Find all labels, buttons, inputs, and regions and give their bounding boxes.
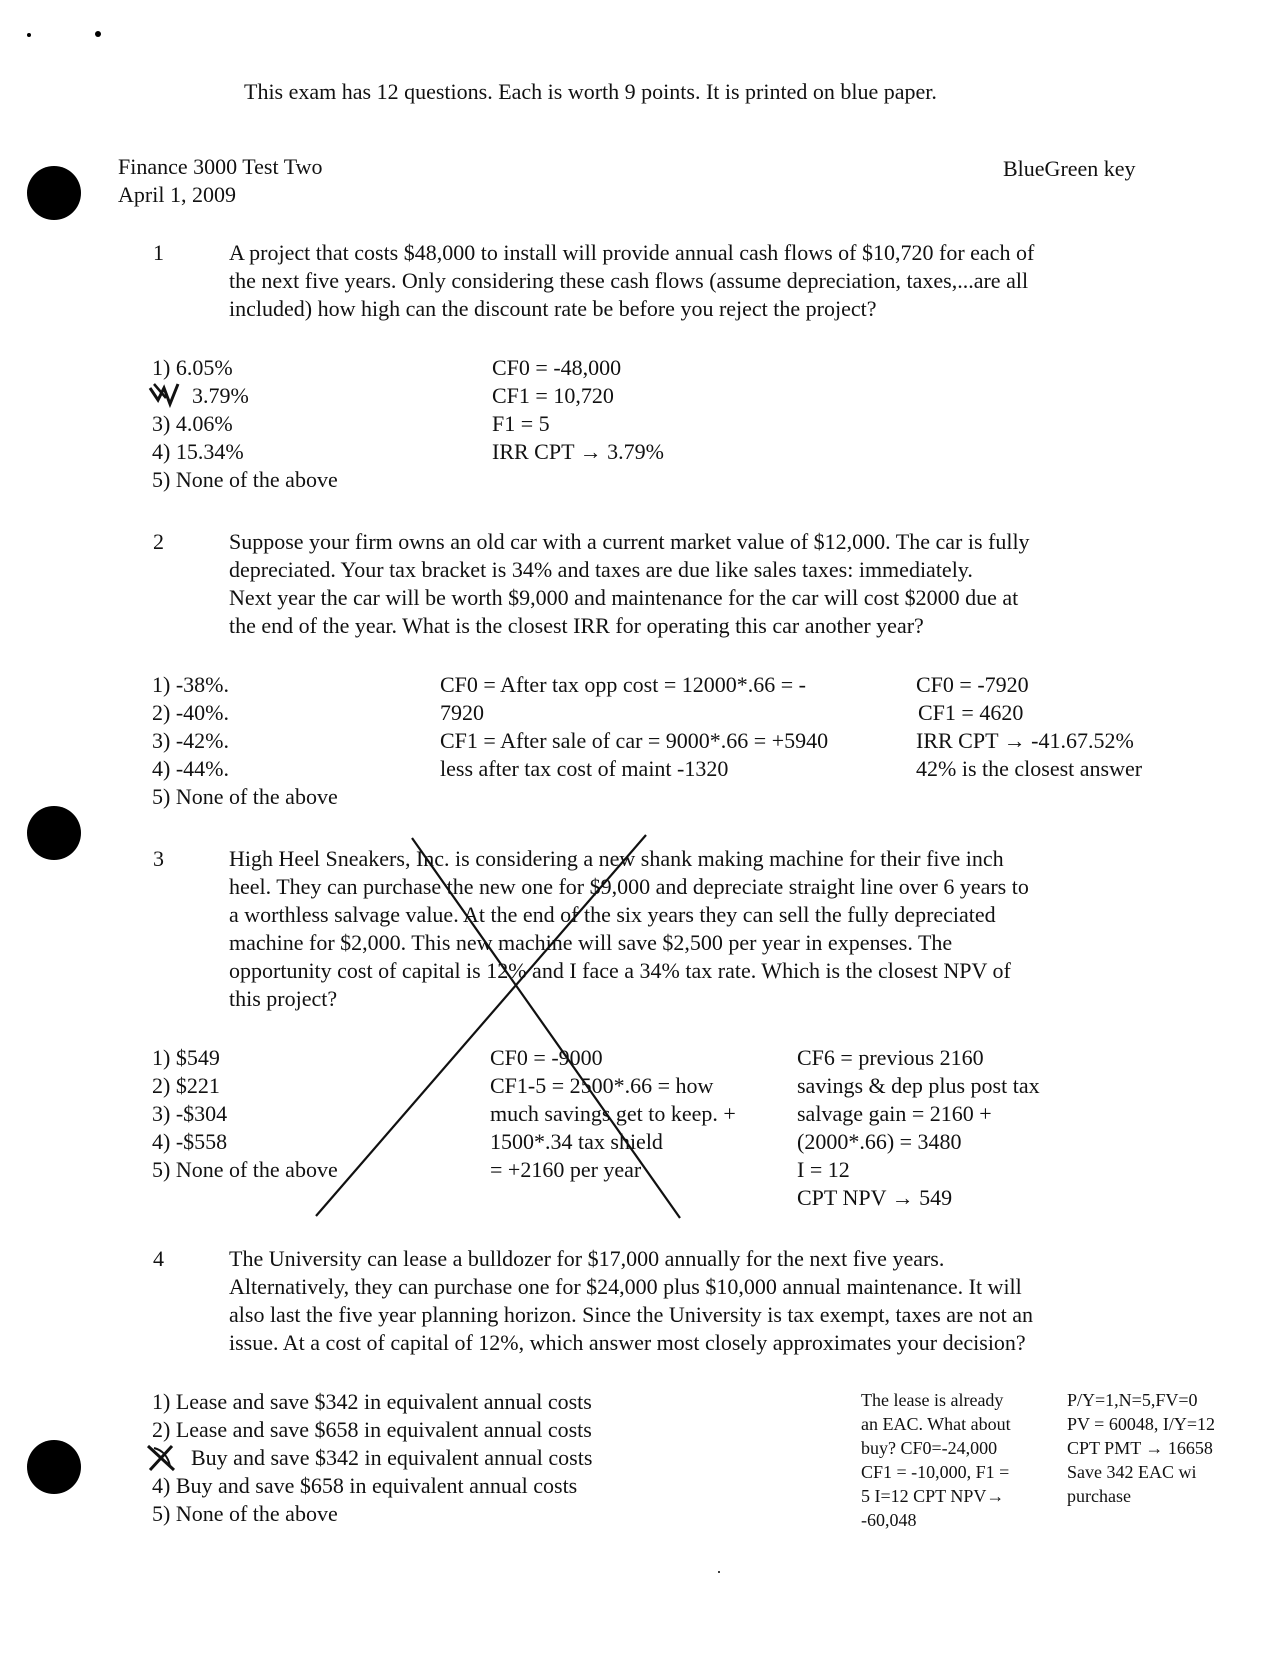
answer-choice-label: Buy and save $342 in equivalent annual costs xyxy=(191,1445,593,1470)
question-line: issue. At a cost of capital of 12%, which answer most closely approximates your decision? xyxy=(229,1330,1026,1355)
work-line: Save 342 EAC wi xyxy=(1067,1462,1197,1482)
work-line: an EAC. What about xyxy=(861,1414,1011,1434)
question-line: the next five years. Only considering these cash flows (assume depreciation, taxes,...are all xyxy=(229,268,1029,293)
x-mark-icon xyxy=(144,1442,180,1481)
answer-choice: 4) Buy and save $658 in equivalent annual costs xyxy=(152,1473,578,1498)
answer-choice: 3) -42%. xyxy=(152,728,229,753)
work-line: 1500*.34 tax shield xyxy=(490,1129,663,1154)
answer-choice: 1) -38%. xyxy=(152,672,229,697)
answer-choice: 2) $221 xyxy=(152,1073,220,1098)
answer-choice: 1) $549 xyxy=(152,1045,220,1070)
work-line: (2000*.66) = 3480 xyxy=(797,1129,962,1154)
answer-choice: 5) None of the above xyxy=(152,1501,338,1526)
work-line: 7920 xyxy=(440,700,484,725)
question-line: The University can lease a bulldozer for $17,000 annually for the next five years. xyxy=(229,1246,945,1271)
answer-choice: 4) 15.34% xyxy=(152,439,244,464)
question-4-choices xyxy=(152,1388,592,1528)
answer-choice: 5) None of the above xyxy=(152,467,338,492)
question-line: opportunity cost of capital is 12% and I face a 34% tax rate. Which is the closest NPV of xyxy=(229,958,1011,983)
work-line: CF1 = After sale of car = 9000*.66 = +5940 xyxy=(440,728,829,753)
work-line: 5 I=12 CPT NPV→ xyxy=(861,1486,1005,1506)
work-line: CF0 = After tax opp cost = 12000*.66 = - xyxy=(440,672,806,697)
work-line: CF0 = -7920 xyxy=(916,672,1029,697)
answer-choice: 5) None of the above xyxy=(152,784,338,809)
question-line: A project that costs $48,000 to install will provide annual cash flows of $10,720 for each of xyxy=(229,240,1035,265)
work-line: CF1 = 4620 xyxy=(918,700,1024,725)
answer-choice: 2) -40%. xyxy=(152,700,229,725)
question-4-work-right xyxy=(1067,1388,1280,1508)
work-line: IRR CPT → 3.79% xyxy=(492,439,664,464)
work-line: CF1-5 = 2500*.66 = how xyxy=(490,1073,714,1098)
exam-date: April 1, 2009 xyxy=(118,182,236,207)
work-line: I = 12 xyxy=(797,1157,850,1182)
answer-choice: 1) 6.05% xyxy=(152,355,233,380)
work-line: -60,048 xyxy=(861,1510,917,1530)
question-line: a worthless salvage value. At the end of the six years they can sell the fully depreciated xyxy=(229,902,996,927)
work-line: CF1 = 10,720 xyxy=(492,383,614,408)
answer-key-label: BlueGreen key xyxy=(1003,156,1136,181)
work-line: CF6 = previous 2160 xyxy=(797,1045,984,1070)
answer-choice: 3) 4.06% xyxy=(152,411,233,436)
answer-choice: 4) -44%. xyxy=(152,756,229,781)
question-number: 3 xyxy=(153,846,164,871)
exam-banner: This exam has 12 questions. Each is worth 9 points. It is printed on blue paper. xyxy=(244,79,937,104)
work-line: P/Y=1,N=5,FV=0 xyxy=(1067,1390,1198,1410)
question-number: 2 xyxy=(153,529,164,554)
question-line: High Heel Sneakers, Inc. is considering a new shank making machine for their five inch xyxy=(229,846,1004,871)
work-line: = +2160 per year xyxy=(490,1157,642,1182)
work-line: 42% is the closest answer xyxy=(916,756,1143,781)
work-line: salvage gain = 2160 + xyxy=(797,1101,992,1126)
work-line: CF0 = -9000 xyxy=(490,1045,603,1070)
question-line: also last the five year planning horizon. Since the University is tax exempt, taxes are not an xyxy=(229,1302,1033,1327)
question-line: depreciated. Your tax bracket is 34% and taxes are due like sales taxes: immediately. xyxy=(229,557,973,582)
work-line: PV = 60048, I/Y=12 xyxy=(1067,1414,1215,1434)
answer-choice: 3) -$304 xyxy=(152,1101,228,1126)
work-line: less after tax cost of maint -1320 xyxy=(440,756,729,781)
question-line: Next year the car will be worth $9,000 and maintenance for the car will cost $2000 due at xyxy=(229,585,1019,610)
answer-choice: 4) -$558 xyxy=(152,1129,228,1154)
work-line: The lease is already xyxy=(861,1390,1004,1410)
question-line: Alternatively, they can purchase one for $24,000 plus $10,000 annual maintenance. It will xyxy=(229,1274,1022,1299)
work-line: CF1 = -10,000, F1 = xyxy=(861,1462,1010,1482)
answer-choice-marked xyxy=(152,1444,592,1472)
work-line: F1 = 5 xyxy=(492,411,550,436)
work-line: CPT PMT → 16658 xyxy=(1067,1438,1213,1458)
work-line: buy? CF0=-24,000 xyxy=(861,1438,998,1458)
work-line: IRR CPT → -41.67.52% xyxy=(916,728,1134,753)
work-line: much savings get to keep. + xyxy=(490,1101,736,1126)
work-line: purchase xyxy=(1067,1486,1131,1506)
answer-choice: 5) None of the above xyxy=(152,1157,338,1182)
work-line: savings & dep plus post tax xyxy=(797,1073,1040,1098)
answer-choice: 1) Lease and save $342 in equivalent annual costs xyxy=(152,1389,592,1414)
question-line: included) how high can the discount rate be before you reject the project? xyxy=(229,296,877,321)
question-line: this project? xyxy=(229,986,338,1011)
question-line: heel. They can purchase the new one for $9,000 and depreciate straight line over 6 years to xyxy=(229,874,1029,899)
question-4-text xyxy=(229,1245,1139,1357)
answer-choice-label: 3.79% xyxy=(192,383,249,408)
question-4-work-left xyxy=(861,1388,1011,1532)
work-line: CF0 = -48,000 xyxy=(492,355,622,380)
question-line: Suppose your firm owns an old car with a current market value of $12,000. The car is fully xyxy=(229,529,1030,554)
question-number: 1 xyxy=(153,240,164,265)
work-line: CPT NPV → 549 xyxy=(797,1185,953,1210)
answer-choice: 2) Lease and save $658 in equivalent annual costs xyxy=(152,1417,592,1442)
course-title: Finance 3000 Test Two xyxy=(118,154,323,179)
question-number: 4 xyxy=(153,1246,164,1271)
question-line: machine for $2,000. This new machine will save $2,500 per year in expenses. The xyxy=(229,930,953,955)
question-line: the end of the year. What is the closest IRR for operating this car another year? xyxy=(229,613,924,638)
